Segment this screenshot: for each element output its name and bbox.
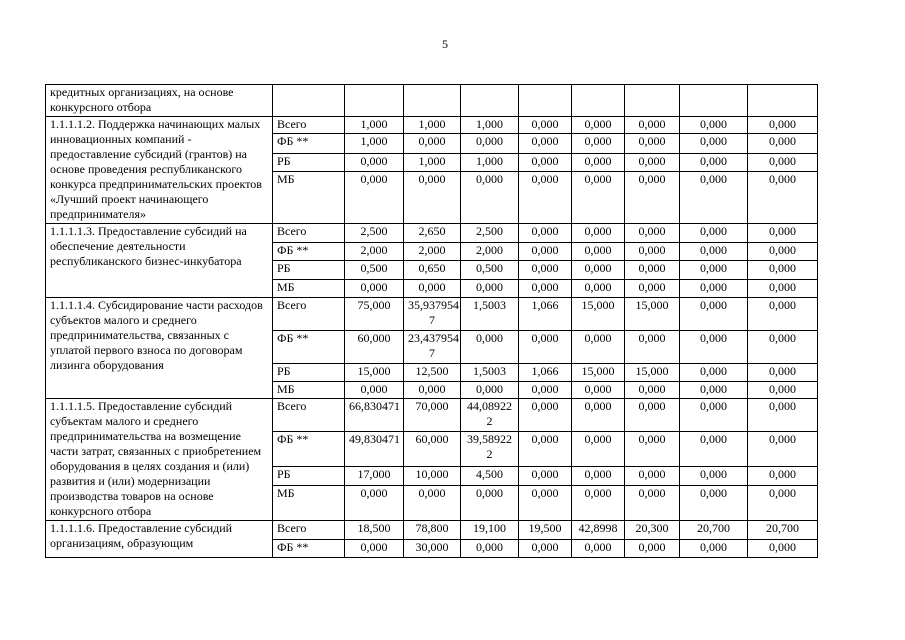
value-cell: 60,000 [404,432,461,466]
value-cell: 4,500 [461,466,519,485]
value-cell: 0,000 [680,117,748,134]
table-body [46,85,818,558]
measure-name-cell: 1.1.1.1.6. Предоставление субсидий организациям, образующим [46,521,273,558]
value-cell: 15,000 [625,364,680,382]
value-cell: 0,000 [748,399,818,432]
value-cell: 70,000 [404,399,461,432]
value-cell: 0,000 [519,243,572,261]
table-row [46,85,818,117]
value-cell: 0,000 [572,280,625,298]
value-cell: 0,000 [680,243,748,261]
value-cell: 0,000 [519,261,572,280]
funding-source-cell: ФБ ** [273,540,345,558]
empty-cell [680,85,748,117]
funding-source-cell: Всего [273,117,345,134]
value-cell: 0,650 [404,261,461,280]
value-cell: 0,000 [345,382,404,399]
value-cell: 15,000 [572,364,625,382]
value-cell: 0,000 [748,224,818,243]
table-row [46,399,818,432]
value-cell: 0,000 [748,540,818,558]
funding-source-cell: МБ [273,485,345,520]
funding-source-cell: РБ [273,364,345,382]
value-cell: 0,000 [625,261,680,280]
value-cell: 66,830471 [345,399,404,432]
value-cell: 2,000 [404,243,461,261]
value-cell: 0,000 [519,331,572,364]
value-cell: 75,000 [345,298,404,331]
value-cell: 0,000 [748,432,818,466]
funding-source-cell: МБ [273,382,345,399]
value-cell: 1,000 [461,117,519,134]
value-cell: 0,000 [625,540,680,558]
measure-name-cell: 1.1.1.1.2. Поддержка начинающих малых инновационных компаний - предоставление субсидий (грантов) на основе проведения республиканского конкурса предпринимательских проектов «Лучший проект начинающего предпринимателя» [46,117,273,224]
value-cell: 0,000 [748,134,818,154]
value-cell: 0,000 [572,485,625,520]
value-cell: 18,500 [345,521,404,540]
value-cell: 0,000 [572,224,625,243]
value-cell: 2,500 [345,224,404,243]
value-cell: 0,000 [625,485,680,520]
value-cell: 1,5003 [461,298,519,331]
value-cell: 0,000 [519,466,572,485]
value-cell: 15,000 [625,298,680,331]
value-cell: 0,000 [572,117,625,134]
value-cell: 0,000 [748,485,818,520]
value-cell: 0,000 [680,171,748,223]
value-cell: 1,000 [345,117,404,134]
funding-source-cell: Всего [273,521,345,540]
value-cell: 42,8998 [572,521,625,540]
table-row [46,117,818,134]
value-cell: 0,000 [680,540,748,558]
value-cell: 0,000 [572,261,625,280]
empty-cell [345,85,404,117]
value-cell: 0,000 [461,331,519,364]
value-cell: 0,000 [748,280,818,298]
page-number: 5 [442,37,448,51]
value-cell: 20,700 [680,521,748,540]
funding-source-cell: Всего [273,399,345,432]
value-cell: 2,000 [461,243,519,261]
value-cell: 0,000 [519,117,572,134]
value-cell: 0,000 [572,154,625,171]
value-cell: 0,000 [680,399,748,432]
value-cell: 1,000 [404,117,461,134]
funding-source-cell: РБ [273,261,345,280]
value-cell: 1,5003 [461,364,519,382]
value-cell: 0,000 [680,485,748,520]
value-cell: 2,500 [461,224,519,243]
value-cell: 15,000 [345,364,404,382]
value-cell: 10,000 [404,466,461,485]
value-cell: 0,000 [680,224,748,243]
value-cell: 0,000 [748,331,818,364]
empty-cell [572,85,625,117]
funding-source-cell: ФБ ** [273,331,345,364]
empty-cell [519,85,572,117]
value-cell: 20,700 [748,521,818,540]
empty-cell [273,85,345,117]
value-cell: 0,000 [748,382,818,399]
funding-source-cell: ФБ ** [273,432,345,466]
value-cell: 0,000 [680,261,748,280]
empty-cell [748,85,818,117]
value-cell: 0,000 [345,485,404,520]
value-cell: 0,000 [625,154,680,171]
value-cell: 0,000 [461,171,519,223]
value-cell: 0,000 [519,432,572,466]
value-cell: 0,000 [572,134,625,154]
value-cell: 0,000 [625,171,680,223]
value-cell: 0,000 [625,466,680,485]
measure-name-cell: 1.1.1.1.4. Субсидирование части расходов субъектов малого и среднего предпринимательства, связанных с уплатой первого взноса по договорам лизинга оборудования [46,298,273,399]
value-cell: 0,000 [519,154,572,171]
value-cell: 0,000 [519,280,572,298]
value-cell: 20,300 [625,521,680,540]
value-cell: 0,000 [680,134,748,154]
value-cell: 0,000 [519,171,572,223]
value-cell: 0,000 [404,382,461,399]
value-cell: 0,000 [345,171,404,223]
value-cell: 0,000 [680,298,748,331]
value-cell: 0,000 [748,171,818,223]
value-cell: 0,500 [461,261,519,280]
value-cell: 0,000 [748,261,818,280]
value-cell: 44,08922 2 [461,399,519,432]
value-cell: 0,000 [404,280,461,298]
value-cell: 2,650 [404,224,461,243]
value-cell: 19,100 [461,521,519,540]
funding-source-cell: ФБ ** [273,243,345,261]
value-cell: 1,066 [519,298,572,331]
value-cell: 0,000 [748,298,818,331]
value-cell: 0,000 [625,331,680,364]
value-cell: 0,000 [572,331,625,364]
value-cell: 0,000 [625,243,680,261]
table-row [46,521,818,540]
value-cell: 0,000 [572,540,625,558]
value-cell: 0,000 [680,364,748,382]
value-cell: 0,000 [680,154,748,171]
value-cell: 0,000 [404,485,461,520]
value-cell: 1,000 [461,154,519,171]
value-cell: 35,937954 7 [404,298,461,331]
value-cell: 0,000 [748,364,818,382]
value-cell: 0,000 [625,224,680,243]
funding-source-cell: МБ [273,171,345,223]
value-cell: 0,000 [572,382,625,399]
funding-source-cell: Всего [273,298,345,331]
empty-cell [404,85,461,117]
value-cell: 0,000 [748,243,818,261]
value-cell: 2,000 [345,243,404,261]
funding-source-cell: ФБ ** [273,134,345,154]
value-cell: 0,000 [519,485,572,520]
measure-name-cell: 1.1.1.1.5. Предоставление субсидий субъектам малого и среднего предпринимательства на возмещение части затрат, связанных с приобретением оборудования в целях создания и (или) развития и (или) модернизации производства товаров на основе конкурсного отбора [46,399,273,521]
funding-source-cell: РБ [273,466,345,485]
value-cell: 0,000 [680,382,748,399]
value-cell: 0,000 [572,171,625,223]
value-cell: 0,000 [519,134,572,154]
value-cell: 0,000 [519,224,572,243]
funding-source-cell: РБ [273,154,345,171]
value-cell: 39,58922 2 [461,432,519,466]
value-cell: 0,000 [461,540,519,558]
value-cell: 0,000 [519,399,572,432]
value-cell: 0,000 [680,280,748,298]
value-cell: 0,000 [572,466,625,485]
value-cell: 0,000 [625,432,680,466]
funding-source-cell: МБ [273,280,345,298]
table-row [46,298,818,331]
value-cell: 0,000 [748,154,818,171]
value-cell: 1,000 [345,134,404,154]
value-cell: 0,000 [345,154,404,171]
value-cell: 0,000 [404,134,461,154]
value-cell: 0,000 [625,134,680,154]
value-cell: 19,500 [519,521,572,540]
value-cell: 0,000 [748,466,818,485]
value-cell: 0,000 [572,243,625,261]
value-cell: 0,000 [572,432,625,466]
measure-name-cell: 1.1.1.1.3. Предоставление субсидий на обеспечение деятельности республиканского бизнес-инкубатора [46,224,273,298]
value-cell: 0,000 [461,134,519,154]
value-cell: 0,000 [404,171,461,223]
table-row [46,224,818,243]
value-cell: 0,000 [345,280,404,298]
value-cell: 23,437954 7 [404,331,461,364]
value-cell: 0,000 [680,331,748,364]
value-cell: 0,000 [519,540,572,558]
value-cell: 0,000 [345,540,404,558]
budget-table [45,84,818,558]
value-cell: 0,000 [461,280,519,298]
value-cell: 1,000 [404,154,461,171]
value-cell: 0,000 [461,485,519,520]
value-cell: 49,830471 [345,432,404,466]
value-cell: 0,000 [625,382,680,399]
value-cell: 12,500 [404,364,461,382]
value-cell: 0,000 [461,382,519,399]
value-cell: 0,000 [625,280,680,298]
value-cell: 15,000 [572,298,625,331]
value-cell: 78,800 [404,521,461,540]
value-cell: 0,000 [748,117,818,134]
carry-over-name-cell: кредитных организациях, на основе конкурсного отбора [46,85,273,117]
value-cell: 17,000 [345,466,404,485]
value-cell: 0,500 [345,261,404,280]
value-cell: 0,000 [625,117,680,134]
value-cell: 1,066 [519,364,572,382]
value-cell: 0,000 [680,466,748,485]
value-cell: 0,000 [625,399,680,432]
value-cell: 0,000 [680,432,748,466]
empty-cell [461,85,519,117]
value-cell: 60,000 [345,331,404,364]
empty-cell [625,85,680,117]
value-cell: 0,000 [519,382,572,399]
funding-source-cell: Всего [273,224,345,243]
value-cell: 30,000 [404,540,461,558]
value-cell: 0,000 [572,399,625,432]
